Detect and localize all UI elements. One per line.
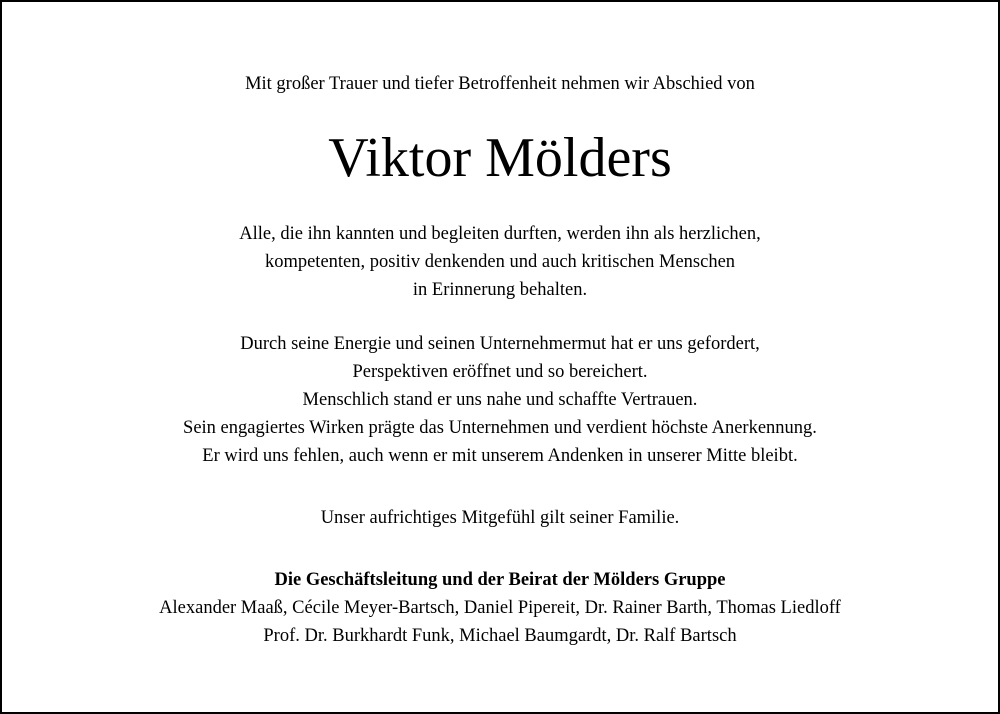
tribute-line-7: Sein engagiertes Wirken prägte das Unternehmen und verdient höchste Anerkennung. bbox=[183, 418, 817, 438]
signature-names-line-1: Alexander Maaß, Cécile Meyer-Bartsch, Daniel Pipereit, Dr. Rainer Barth, Thomas Liedloff bbox=[159, 598, 841, 618]
tribute-line-4: Durch seine Energie und seinen Unternehmermut hat er uns gefordert, bbox=[240, 334, 760, 354]
tribute-line-1: Alle, die ihn kannten und begleiten durften, werden ihn als herzlichen, bbox=[239, 224, 761, 244]
tribute-line-2: kompetenten, positiv denkenden und auch kritischen Menschen bbox=[264, 252, 736, 272]
tribute-line-8: Er wird uns fehlen, auch wenn er mit unserem Andenken in unserer Mitte bleibt. bbox=[202, 446, 798, 466]
sympathy-text: Unser aufrichtiges Mitgefühl gilt seiner Familie. bbox=[320, 508, 680, 528]
intro-text: Mit großer Trauer und tiefer Betroffenheit nehmen wir Abschied von bbox=[245, 74, 755, 94]
tribute-line-5: Perspektiven eröffnet und so bereichert. bbox=[352, 362, 648, 382]
tribute-line-6: Menschlich stand er uns nahe und schaffte Vertrauen. bbox=[302, 390, 698, 410]
deceased-name: Viktor Mölders bbox=[328, 127, 672, 189]
signature-heading: Die Geschäftsleitung und der Beirat der Mölders Gruppe bbox=[274, 570, 726, 590]
tribute-line-3: in Erinnerung behalten. bbox=[412, 280, 588, 300]
signature-names-line-2: Prof. Dr. Burkhardt Funk, Michael Baumgardt, Dr. Ralf Bartsch bbox=[263, 626, 737, 646]
